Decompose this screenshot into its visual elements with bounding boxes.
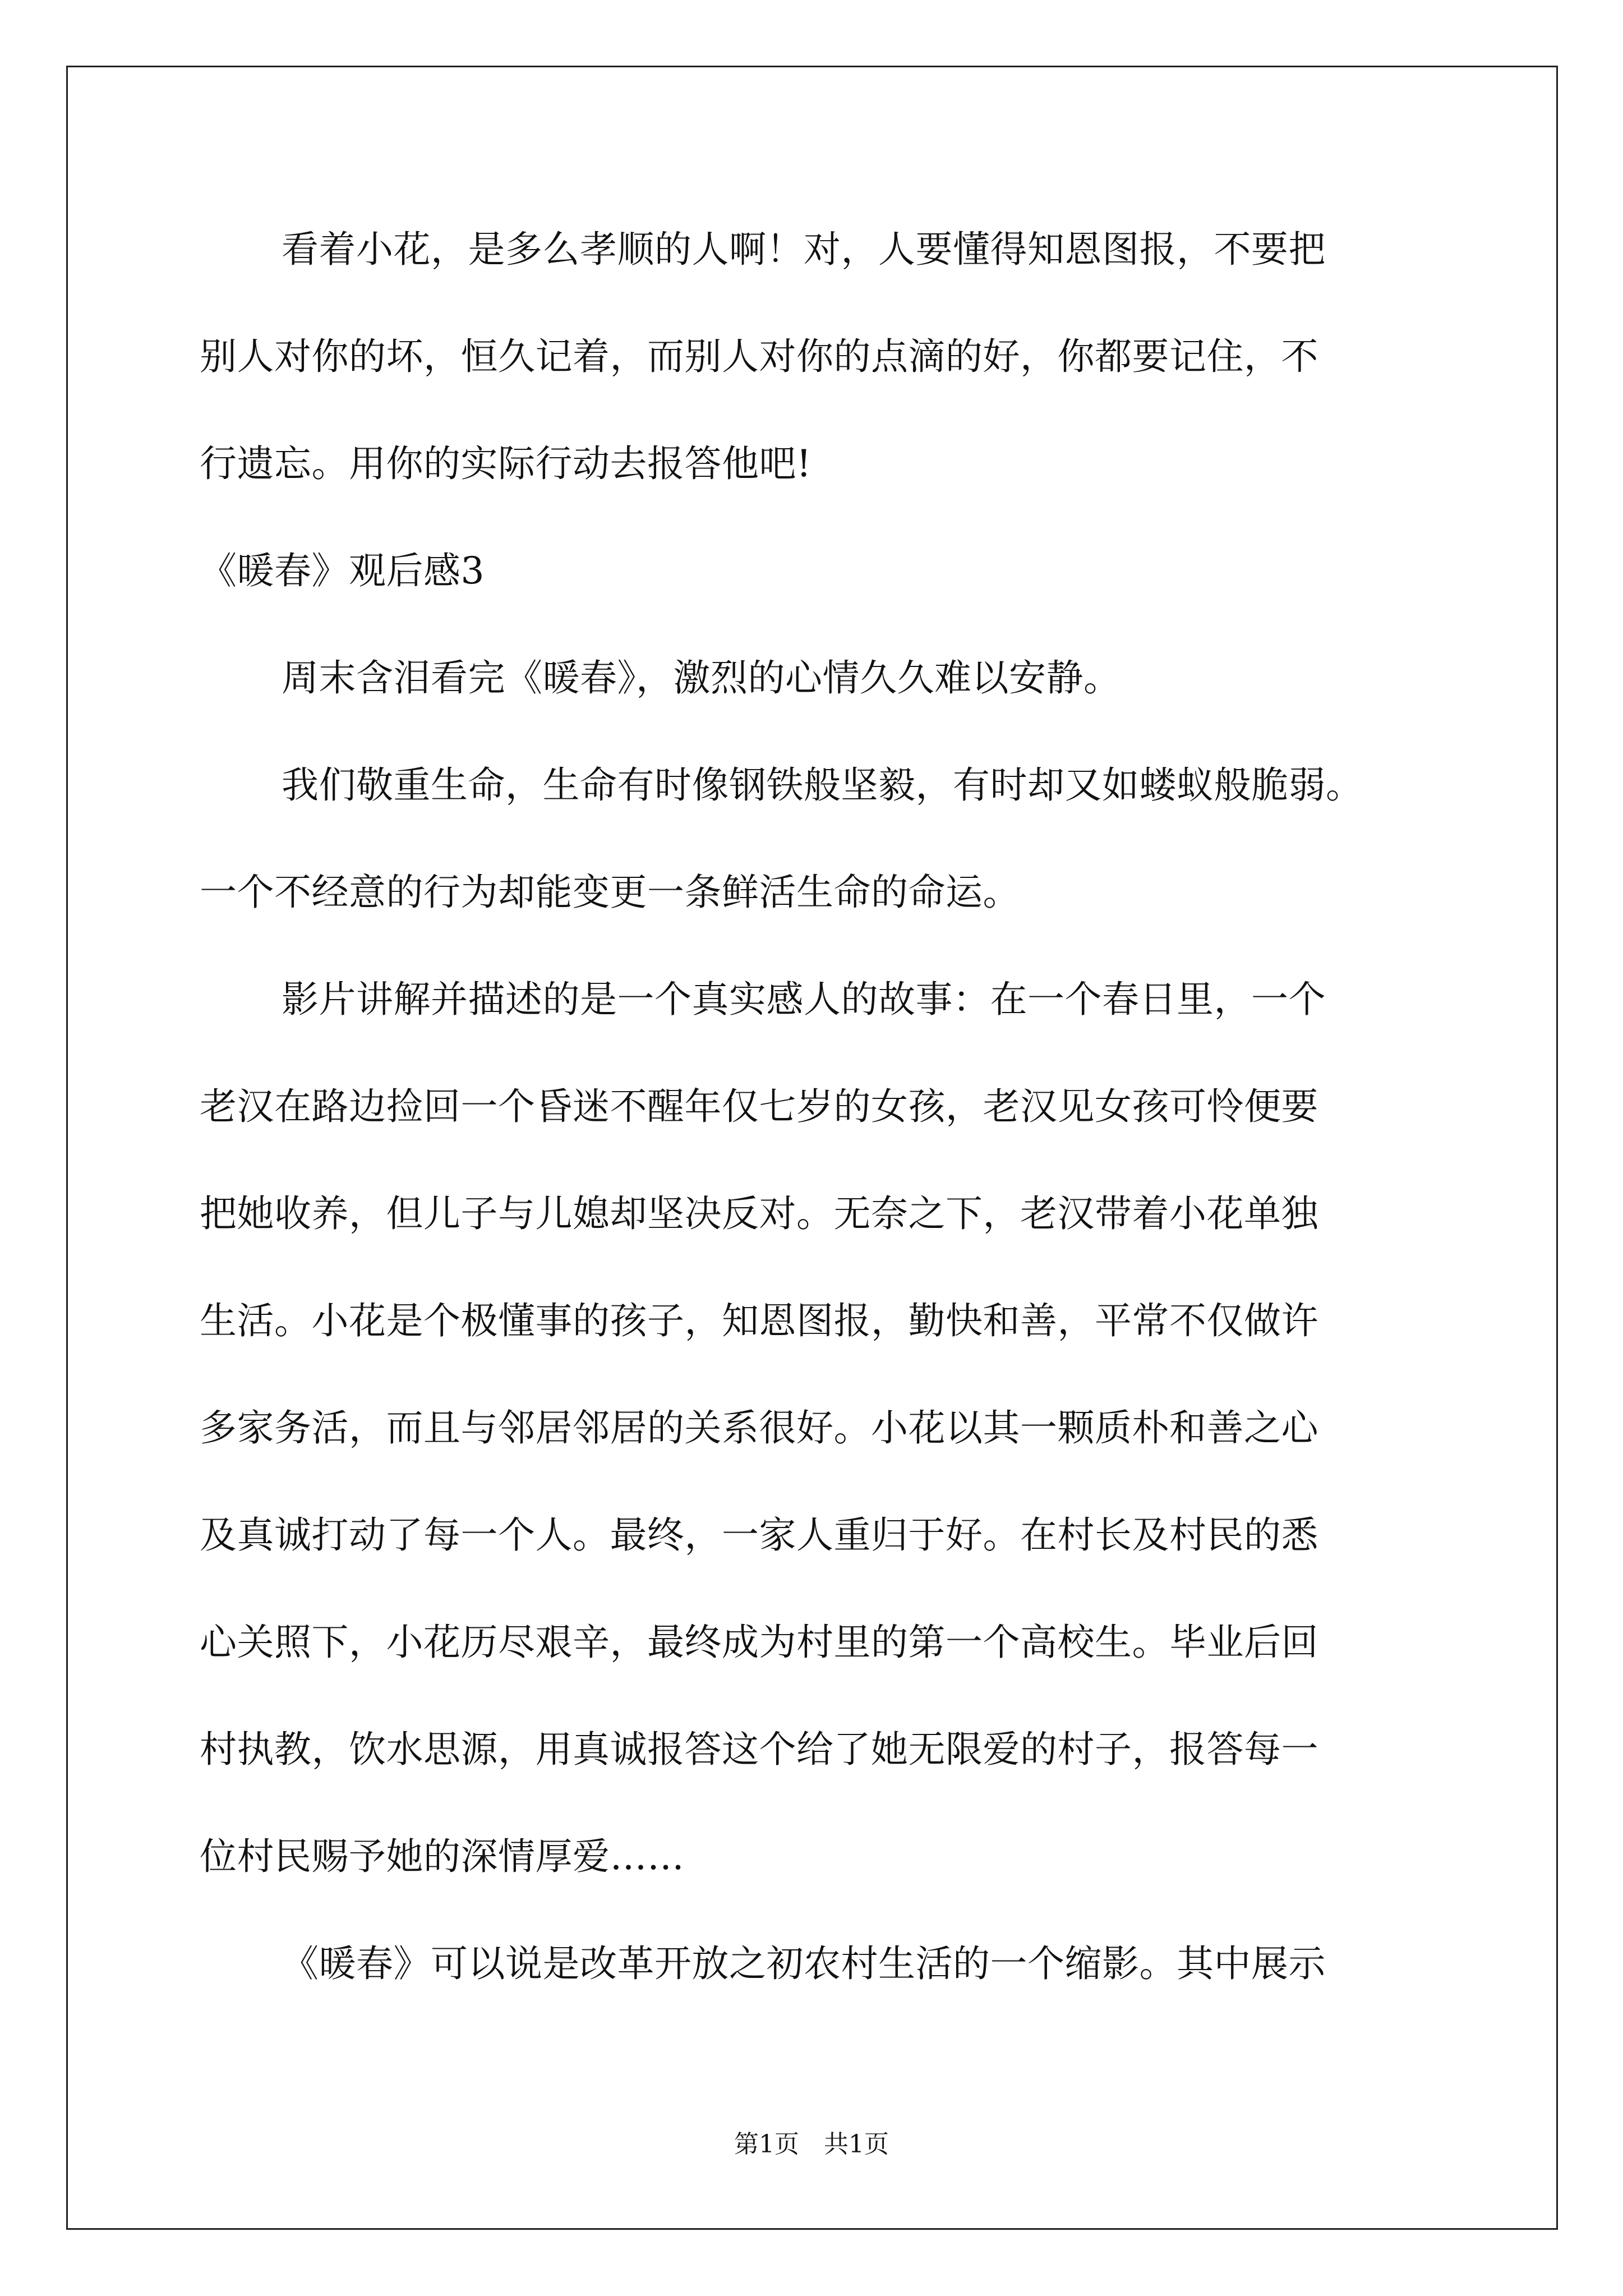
paragraph-line: 别人对你的坏，恒久记着，而别人对你的点滴的好，你都要记住，不 — [200, 335, 1318, 378]
paragraph-line: 周末含泪看完《暖春》，激烈的心情久久难以安静。 — [282, 656, 1121, 700]
paragraph-line: 我们敬重生命，生命有时像钢铁般坚毅，有时却又如蝼蚁般脆弱。 — [282, 763, 1363, 807]
paragraph-line: 心关照下，小花历尽艰辛，最终成为村里的第一个高校生。毕业后回 — [200, 1621, 1318, 1664]
paragraph-line: 行遗忘。用你的实际行动去报答他吧! — [200, 442, 812, 485]
paragraph-line: 多家务活，而且与邻居邻居的关系很好。小花以其一颗质朴和善之心 — [200, 1406, 1318, 1450]
paragraph-line: 村执教，饮水思源，用真诚报答这个给了她无限爱的村子，报答每一 — [200, 1728, 1318, 1771]
page-footer: 第1页 共1页 — [734, 2130, 889, 2159]
paragraph-line: 生活。小花是个极懂事的孩子，知恩图报，勤快和善，平常不仅做许 — [200, 1299, 1318, 1342]
paragraph-line: 一个不经意的行为却能变更一条鲜活生命的命运。 — [200, 871, 1020, 914]
paragraph-line: 看着小花，是多么孝顺的人啊！对，人要懂得知恩图报，不要把 — [282, 228, 1326, 271]
paragraph-line: 及真诚打动了每一个人。最终，一家人重归于好。在村长及村民的悉 — [200, 1513, 1318, 1557]
page-border — [66, 66, 1558, 2230]
paragraph-line: 把她收养，但儿子与儿媳却坚决反对。无奈之下，老汉带着小花单独 — [200, 1192, 1318, 1235]
section-heading: 《暖春》观后感3 — [200, 549, 485, 592]
paragraph-line: 老汉在路边捡回一个昏迷不醒年仅七岁的女孩，老汉见女孩可怜便要 — [200, 1085, 1318, 1128]
paragraph-line: 《暖春》可以说是改革开放之初农村生活的一个缩影。其中展示 — [282, 1942, 1326, 1985]
paragraph-line: 影片讲解并描述的是一个真实感人的故事：在一个春日里，一个 — [282, 978, 1326, 1021]
paragraph-line: 位村民赐予她的深情厚爱…… — [200, 1835, 685, 1878]
